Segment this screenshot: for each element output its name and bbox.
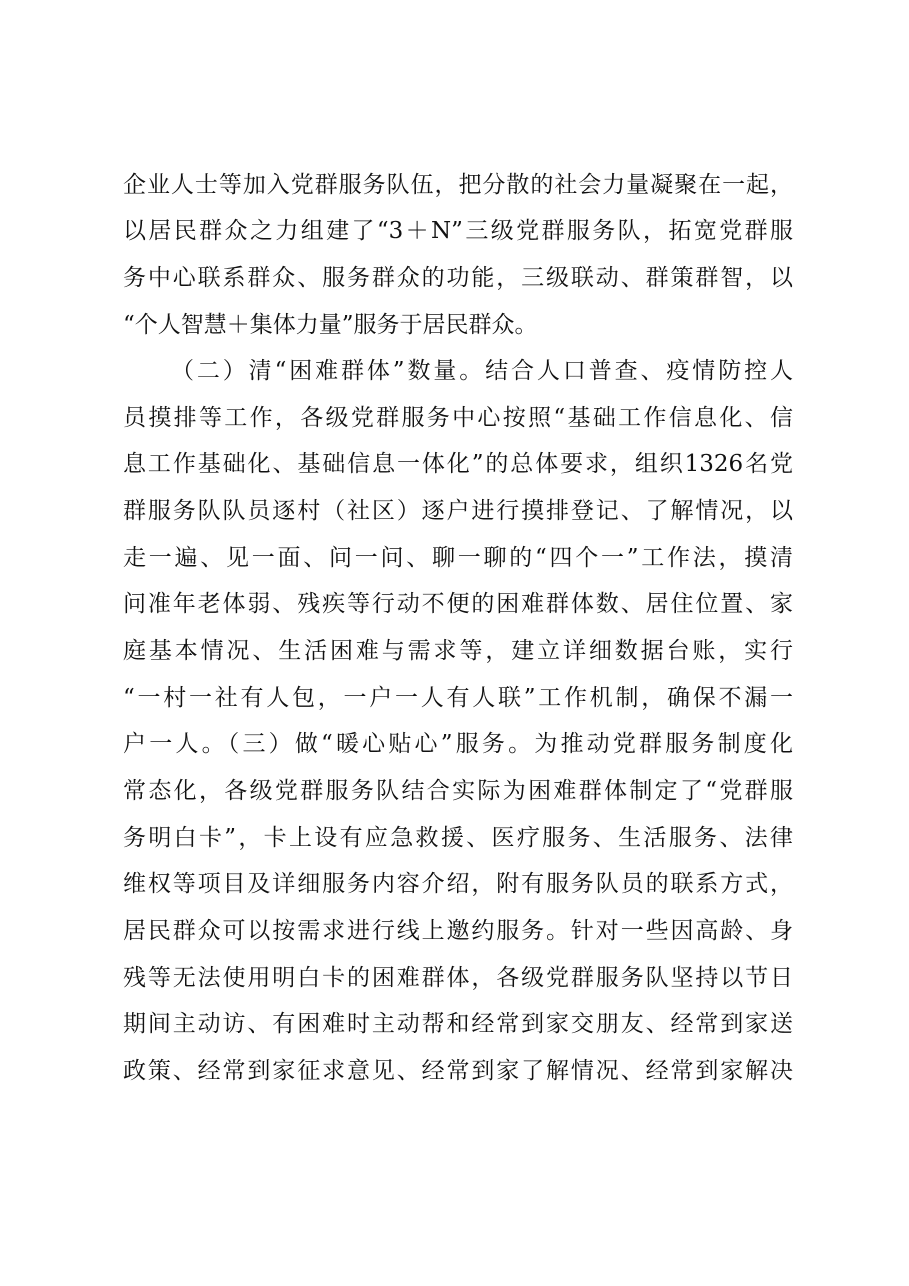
text-line-4: “个人智慧＋集体力量”服务于居民群众。 bbox=[123, 312, 538, 338]
text-line-12: “一村一社有人包，一户一人有人联”工作机制，确保不漏一 bbox=[123, 685, 793, 711]
text-line-7: 息工作基础化、基础信息一体化”的总体要求，组织1326名党 bbox=[123, 451, 793, 477]
text-line-2: 以居民群众之力组建了“3＋N”三级党群服务队，拓宽党群服 bbox=[123, 218, 793, 244]
text-line-15: 务明白卡”，卡上设有应急救援、医疗服务、生活服务、法律 bbox=[123, 825, 793, 851]
text-line-17: 居民群众可以按需求进行线上邀约服务。针对一些因高龄、身 bbox=[123, 918, 793, 944]
text-line-6: 员摸排等工作，各级党群服务中心按照“基础工作信息化、信 bbox=[123, 405, 793, 431]
text-line-8: 群服务队队员逐村（社区）逐户进行摸排登记、了解情况，以 bbox=[123, 498, 793, 524]
text-line-3: 务中心联系群众、服务群众的功能，三级联动、群策群智，以 bbox=[123, 265, 793, 291]
text-line-5: （二）清“困难群体”数量。结合人口普查、疫情防控人 bbox=[171, 358, 793, 384]
text-line-11: 庭基本情况、生活困难与需求等，建立详细数据台账，实行 bbox=[123, 638, 793, 664]
text-line-14: 常态化，各级党群服务队结合实际为困难群体制定了“党群服 bbox=[123, 778, 793, 804]
text-line-10: 问准年老体弱、残疾等行动不便的困难群体数、居住位置、家 bbox=[123, 591, 793, 617]
text-line-9: 走一遍、见一面、问一问、聊一聊的“四个一”工作法，摸清 bbox=[123, 545, 793, 571]
text-line-18: 残等无法使用明白卡的困难群体，各级党群服务队坚持以节日 bbox=[123, 965, 793, 991]
text-line-1: 企业人士等加入党群服务队伍，把分散的社会力量凝聚在一起， bbox=[123, 172, 793, 198]
text-line-19: 期间主动访、有困难时主动帮和经常到家交朋友、经常到家送 bbox=[123, 1011, 793, 1037]
text-line-20: 政策、经常到家征求意见、经常到家了解情况、经常到家解决 bbox=[123, 1058, 793, 1084]
text-line-13: 户一人。（三）做“暖心贴心”服务。为推动党群服务制度化 bbox=[123, 731, 793, 757]
text-line-16: 维权等项目及详细服务内容介绍，附有服务队员的联系方式， bbox=[123, 871, 793, 897]
